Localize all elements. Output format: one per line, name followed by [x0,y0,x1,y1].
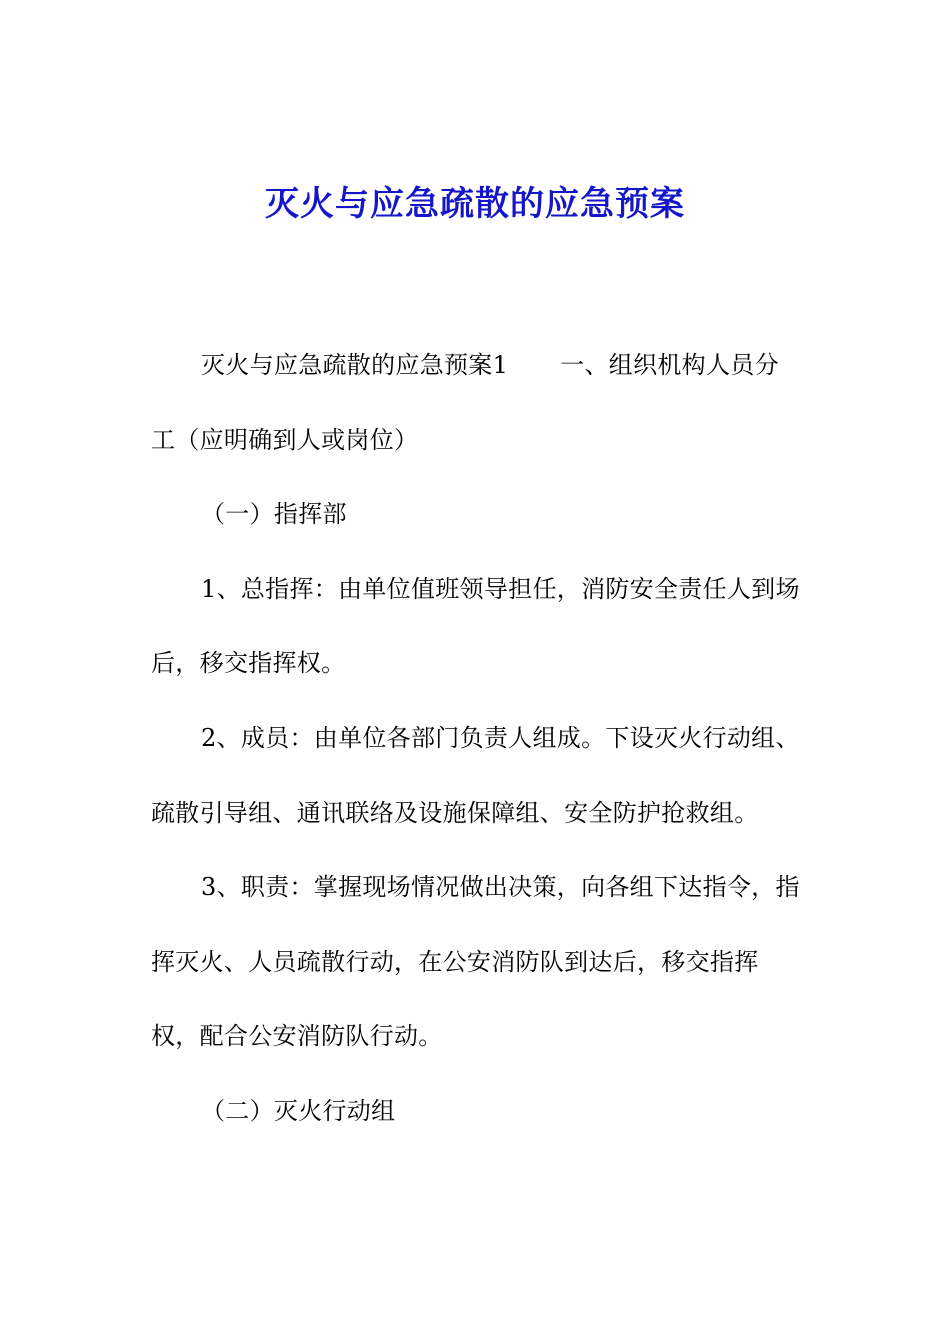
section-heading-command: （一）指挥部 [201,500,347,529]
paragraph-commander: 1、总指挥：由单位值班领导担任，消防安全责任人到场后，移交指挥权。 [151,574,800,678]
section-heading-firefighting: （二）灭火行动组 [201,1096,396,1125]
document-body [151,328,801,1149]
document-title: 灭火与应急疏散的应急预案 [265,184,685,224]
paragraph-intro [151,328,801,477]
paragraph-members: 2、成员：由单位各部门负责人组成。下设灭火行动组、疏散引导组、通讯联络及设施保障组、安全防护抢救组。 [151,723,800,827]
paragraph-intro-heading: 灭火与应急疏散的应急预案1 [201,351,509,379]
paragraph-duties: 3、职责：掌握现场情况做出决策，向各组下达指令，指挥灭火、人员疏散行动，在公安消防队到达后，移交指挥权，配合公安消防队行动。 [151,873,800,1051]
paragraph-intro-text: 一、组织机构人员分工（应明确到人或岗位） [151,351,779,454]
